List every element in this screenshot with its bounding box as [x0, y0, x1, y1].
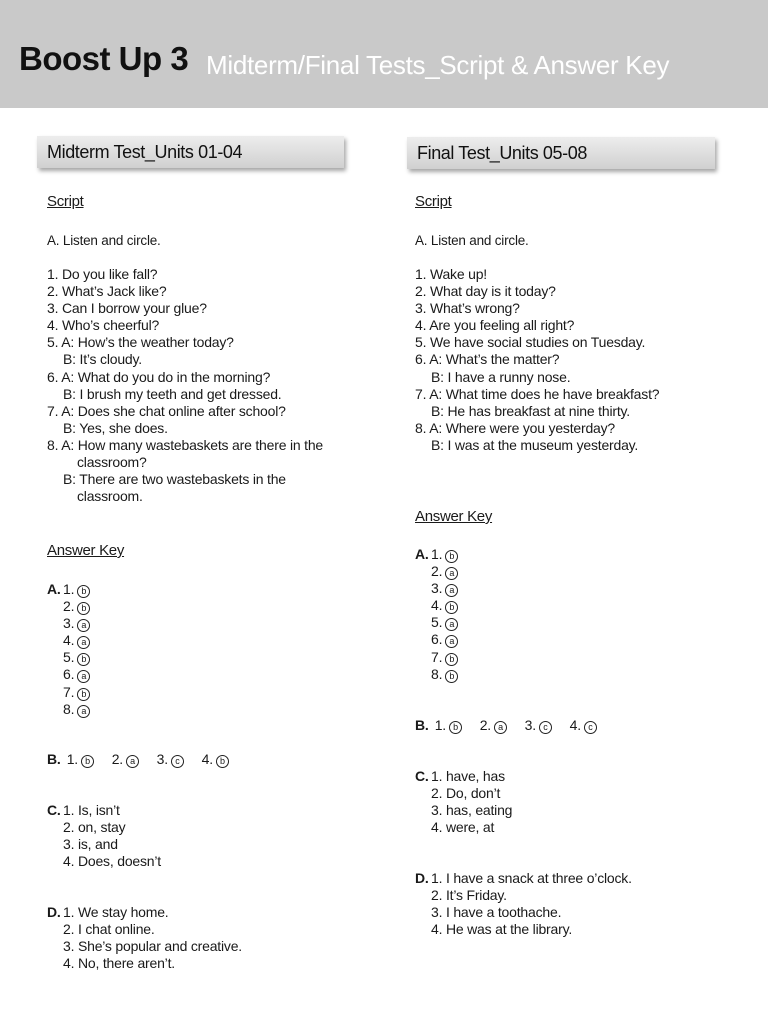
answer-number: 2. — [479, 717, 491, 733]
final-answer-key-label: Answer Key — [415, 508, 493, 525]
section-letter: D. — [47, 904, 61, 920]
circled-answer: c — [539, 721, 552, 734]
answer-text: 2. Do, don’t — [431, 785, 501, 802]
final-answers-d — [415, 870, 632, 938]
script-line: 5. A: How’s the weather today? — [47, 334, 234, 351]
section-letter: C. — [47, 802, 61, 818]
script-line: classroom? — [77, 454, 147, 471]
answer-text: 2. It’s Friday. — [431, 887, 507, 904]
section-letter: A. — [415, 546, 429, 562]
script-line: 7. A: What time does he have breakfast? — [415, 385, 660, 402]
answer-number: 3. — [156, 751, 168, 767]
midterm-answers-b — [47, 751, 243, 768]
script-line: B: I was at the museum yesterday. — [431, 436, 639, 453]
answer-text: 1. I have a snack at three o’clock. — [431, 870, 632, 886]
answer-number: 3. — [63, 615, 75, 632]
answer-number: 6. — [431, 631, 443, 648]
answer-number: 4. — [431, 597, 443, 614]
circled-answer: b — [77, 602, 90, 615]
script-line: 1. Do you like fall? — [47, 266, 158, 282]
midterm-script-label: Script — [47, 193, 84, 210]
script-line: 8. A: Where were you yesterday? — [415, 419, 616, 436]
circled-answer: b — [216, 755, 229, 768]
script-line: B: He has breakfast at nine thirty. — [431, 402, 630, 419]
answer-number: 1. — [66, 751, 78, 767]
midterm-answers-d — [47, 904, 242, 972]
answer-text: 2. I chat online. — [63, 921, 155, 938]
answer-number: 3. — [524, 717, 536, 733]
script-line: 3. What’s wrong? — [415, 300, 520, 317]
midterm-answers-c — [47, 802, 161, 870]
script-line: B: It’s cloudy. — [63, 351, 142, 368]
circled-answer: c — [584, 721, 597, 734]
answer-text: 3. is, and — [63, 836, 118, 853]
circled-answer: b — [449, 721, 462, 734]
answer-text: 4. He was at the library. — [431, 921, 573, 938]
circled-answer: b — [445, 601, 458, 614]
answer-number: 2. — [111, 751, 123, 767]
circled-answer: b — [77, 653, 90, 666]
final-section-a-title: A. Listen and circle. — [415, 233, 529, 248]
answer-text: 1. have, has — [431, 768, 505, 784]
answer-number: 4. — [63, 632, 75, 649]
script-line: 5. We have social studies on Tuesday. — [415, 334, 646, 351]
section-letter: C. — [415, 768, 429, 784]
answer-number: 2. — [431, 563, 443, 580]
script-line: B: Yes, she does. — [63, 419, 168, 436]
answer-number: 2. — [63, 598, 75, 615]
circled-answer: a — [445, 618, 458, 631]
script-line: B: I have a runny nose. — [431, 368, 571, 385]
script-line: 3. Can I borrow your glue? — [47, 300, 207, 317]
midterm-answer-key-label: Answer Key — [47, 542, 125, 559]
circled-answer: a — [77, 636, 90, 649]
answer-text: 1. We stay home. — [63, 904, 169, 920]
page-banner — [0, 0, 768, 108]
script-line: 2. What day is it today? — [415, 283, 556, 300]
answer-number: 3. — [431, 580, 443, 597]
answer-number: 1. — [431, 546, 443, 562]
answer-number: 1. — [63, 581, 75, 597]
answer-number: 4. — [201, 751, 213, 767]
section-letter: D. — [415, 870, 429, 886]
answer-number: 5. — [63, 649, 75, 666]
script-line: B: There are two wastebaskets in the — [63, 471, 286, 488]
document-subtitle: Midterm/Final Tests_Script & Answer Key — [206, 50, 670, 80]
book-title: Boost Up 3 — [19, 40, 189, 77]
script-line: 6. A: What’s the matter? — [415, 351, 560, 368]
answer-number: 7. — [63, 683, 75, 700]
circled-answer: a — [445, 635, 458, 648]
answer-text: 1. Is, isn’t — [63, 802, 120, 818]
section-letter: A. — [47, 581, 61, 597]
answer-text: 3. I have a toothache. — [431, 904, 562, 921]
final-answers-a — [415, 546, 458, 683]
answer-text: 4. Does, doesn’t — [63, 853, 161, 870]
answer-number: 1. — [434, 717, 446, 733]
script-line: classroom. — [77, 488, 143, 505]
circled-answer: a — [126, 755, 139, 768]
circled-answer: c — [171, 755, 184, 768]
midterm-script-lines — [47, 266, 323, 505]
final-answers-c — [415, 768, 512, 836]
answer-text: 3. has, eating — [431, 802, 513, 819]
script-line: 7. A: Does she chat online after school? — [47, 402, 286, 419]
answer-text: 4. were, at — [431, 819, 495, 836]
final-header: Final Test_Units 05-08 — [407, 137, 715, 169]
circled-answer: a — [494, 721, 507, 734]
script-line: 2. What’s Jack like? — [47, 283, 167, 300]
script-line: B: I brush my teeth and get dressed. — [63, 385, 282, 402]
answer-number: 6. — [63, 666, 75, 683]
script-line: 6. A: What do you do in the morning? — [47, 368, 271, 385]
section-letter: B. — [415, 717, 429, 733]
circled-answer: b — [77, 688, 90, 701]
final-script-label: Script — [415, 193, 452, 210]
section-letter: B. — [47, 751, 61, 767]
answer-text: 3. She’s popular and creative. — [63, 938, 242, 955]
answer-number: 7. — [431, 648, 443, 665]
circled-answer: a — [77, 619, 90, 632]
answer-number: 8. — [63, 700, 75, 717]
script-line: 4. Who’s cheerful? — [47, 317, 160, 334]
final-script-lines — [415, 266, 659, 454]
final-answers-b — [415, 717, 611, 734]
circled-answer: b — [77, 585, 90, 598]
answer-text: 2. on, stay — [63, 819, 126, 836]
circled-answer: b — [445, 653, 458, 666]
circled-answer: b — [81, 755, 94, 768]
circled-answer: a — [445, 584, 458, 597]
answer-number: 4. — [569, 717, 581, 733]
circled-answer: b — [445, 670, 458, 683]
circled-answer: b — [445, 550, 458, 563]
circled-answer: a — [445, 567, 458, 580]
circled-answer: a — [77, 705, 90, 718]
midterm-header: Midterm Test_Units 01-04 — [37, 136, 344, 168]
answer-number: 8. — [431, 665, 443, 682]
midterm-answers-a — [47, 581, 90, 718]
script-line: 4. Are you feeling all right? — [415, 317, 575, 334]
script-line: 1. Wake up! — [415, 266, 487, 282]
script-line: 8. A: How many wastebaskets are there in the — [47, 436, 324, 453]
midterm-section-a-title: A. Listen and circle. — [47, 233, 161, 248]
circled-answer: a — [77, 670, 90, 683]
answer-number: 5. — [431, 614, 443, 631]
answer-text: 4. No, there aren’t. — [63, 955, 175, 972]
